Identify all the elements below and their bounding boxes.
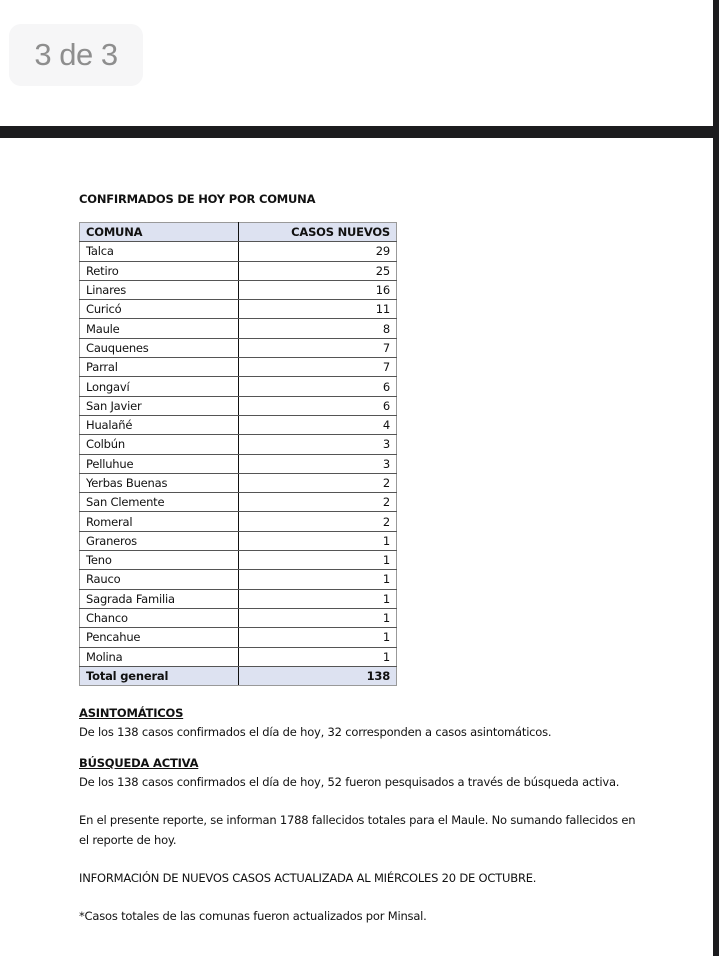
cell-casos-nuevos: 3 — [239, 435, 397, 454]
viewer-right-edge — [713, 0, 719, 956]
column-header-casos-nuevos: CASOS NUEVOS — [239, 223, 397, 242]
cell-casos-nuevos: 25 — [239, 261, 397, 280]
table-row — [80, 280, 397, 299]
cell-comuna: Rauco — [80, 570, 239, 589]
cell-casos-nuevos: 8 — [239, 319, 397, 338]
busqueda-activa-text: De los 138 casos confirmados el día de hoy, 52 fueron pesquisados a través de búsqueda activa. — [79, 775, 620, 790]
asintomaticos-text: De los 138 casos confirmados el día de hoy, 32 corresponden a casos asintomáticos. — [79, 725, 552, 740]
column-header-comuna: COMUNA — [80, 223, 239, 242]
page-indicator — [9, 24, 143, 86]
cell-comuna: Talca — [80, 242, 239, 261]
cell-casos-nuevos: 2 — [239, 473, 397, 492]
table-row — [80, 415, 397, 434]
nota-text: *Casos totales de las comunas fueron actualizados por Minsal. — [79, 909, 427, 924]
cell-comuna: San Clemente — [80, 493, 239, 512]
table-row — [80, 589, 397, 608]
cell-casos-nuevos: 16 — [239, 280, 397, 299]
table-row — [80, 551, 397, 570]
cell-casos-nuevos: 2 — [239, 512, 397, 531]
cell-comuna: Pelluhue — [80, 454, 239, 473]
actualizacion-text: INFORMACIÓN DE NUEVOS CASOS ACTUALIZADA AL MIÉRCOLES 20 DE OCTUBRE. — [79, 871, 537, 886]
table-row — [80, 300, 397, 319]
table-row — [80, 608, 397, 627]
table-row — [80, 628, 397, 647]
cell-comuna: Linares — [80, 280, 239, 299]
cell-comuna: Pencahue — [80, 628, 239, 647]
busqueda-activa-heading: BÚSQUEDA ACTIVA — [79, 756, 199, 771]
cell-casos-nuevos: 1 — [239, 531, 397, 550]
busqueda-activa-section — [79, 754, 639, 792]
table-row — [80, 435, 397, 454]
fallecidos-text: En el presente reporte, se informan 1788 fallecidos totales para el Maule. No sumando fallecidos en el reporte de hoy. — [79, 813, 636, 848]
table-row — [80, 473, 397, 492]
cell-comuna: Parral — [80, 358, 239, 377]
table-row — [80, 377, 397, 396]
cell-comuna: Romeral — [80, 512, 239, 531]
cell-casos-nuevos: 2 — [239, 493, 397, 512]
cell-casos-nuevos: 3 — [239, 454, 397, 473]
table-row — [80, 531, 397, 550]
cell-comuna: Cauquenes — [80, 338, 239, 357]
comunas-table — [79, 222, 397, 686]
cell-comuna: Maule — [80, 319, 239, 338]
table-row — [80, 358, 397, 377]
cell-casos-nuevos: 4 — [239, 415, 397, 434]
document-page — [79, 190, 639, 926]
cell-comuna: Retiro — [80, 261, 239, 280]
cell-comuna: Graneros — [80, 531, 239, 550]
cell-comuna: Yerbas Buenas — [80, 473, 239, 492]
table-row — [80, 242, 397, 261]
page-indicator-label: 3 de 3 — [34, 37, 118, 72]
total-label: Total general — [80, 666, 239, 685]
cell-comuna: Curicó — [80, 300, 239, 319]
cell-casos-nuevos: 11 — [239, 300, 397, 319]
table-row — [80, 493, 397, 512]
table-row — [80, 454, 397, 473]
cell-casos-nuevos: 1 — [239, 608, 397, 627]
cell-casos-nuevos: 1 — [239, 589, 397, 608]
cell-casos-nuevos: 7 — [239, 338, 397, 357]
cell-comuna: Molina — [80, 647, 239, 666]
cell-comuna: Chanco — [80, 608, 239, 627]
cell-comuna: Teno — [80, 551, 239, 570]
table-total-row — [80, 666, 397, 685]
total-value: 138 — [239, 666, 397, 685]
actualizacion-section — [79, 868, 639, 888]
table-row — [80, 647, 397, 666]
cell-casos-nuevos: 6 — [239, 377, 397, 396]
table-row — [80, 570, 397, 589]
table-row — [80, 261, 397, 280]
table-row — [80, 319, 397, 338]
cell-casos-nuevos: 1 — [239, 551, 397, 570]
fallecidos-section — [79, 810, 639, 850]
table-row — [80, 396, 397, 415]
table-row — [80, 512, 397, 531]
nota-section — [79, 906, 639, 926]
asintomaticos-section — [79, 704, 639, 742]
cell-casos-nuevos: 6 — [239, 396, 397, 415]
page-separator — [0, 126, 719, 138]
cell-comuna: Sagrada Familia — [80, 589, 239, 608]
table-body — [80, 242, 397, 686]
cell-casos-nuevos: 1 — [239, 570, 397, 589]
cell-casos-nuevos: 7 — [239, 358, 397, 377]
cell-comuna: Longaví — [80, 377, 239, 396]
cell-comuna: San Javier — [80, 396, 239, 415]
table-header-row — [80, 223, 397, 242]
cell-casos-nuevos: 1 — [239, 647, 397, 666]
cell-casos-nuevos: 29 — [239, 242, 397, 261]
cell-comuna: Hualañé — [80, 415, 239, 434]
table-title: CONFIRMADOS DE HOY POR COMUNA — [79, 192, 316, 206]
asintomaticos-heading: ASINTOMÁTICOS — [79, 706, 184, 721]
table-row — [80, 338, 397, 357]
cell-comuna: Colbún — [80, 435, 239, 454]
cell-casos-nuevos: 1 — [239, 628, 397, 647]
